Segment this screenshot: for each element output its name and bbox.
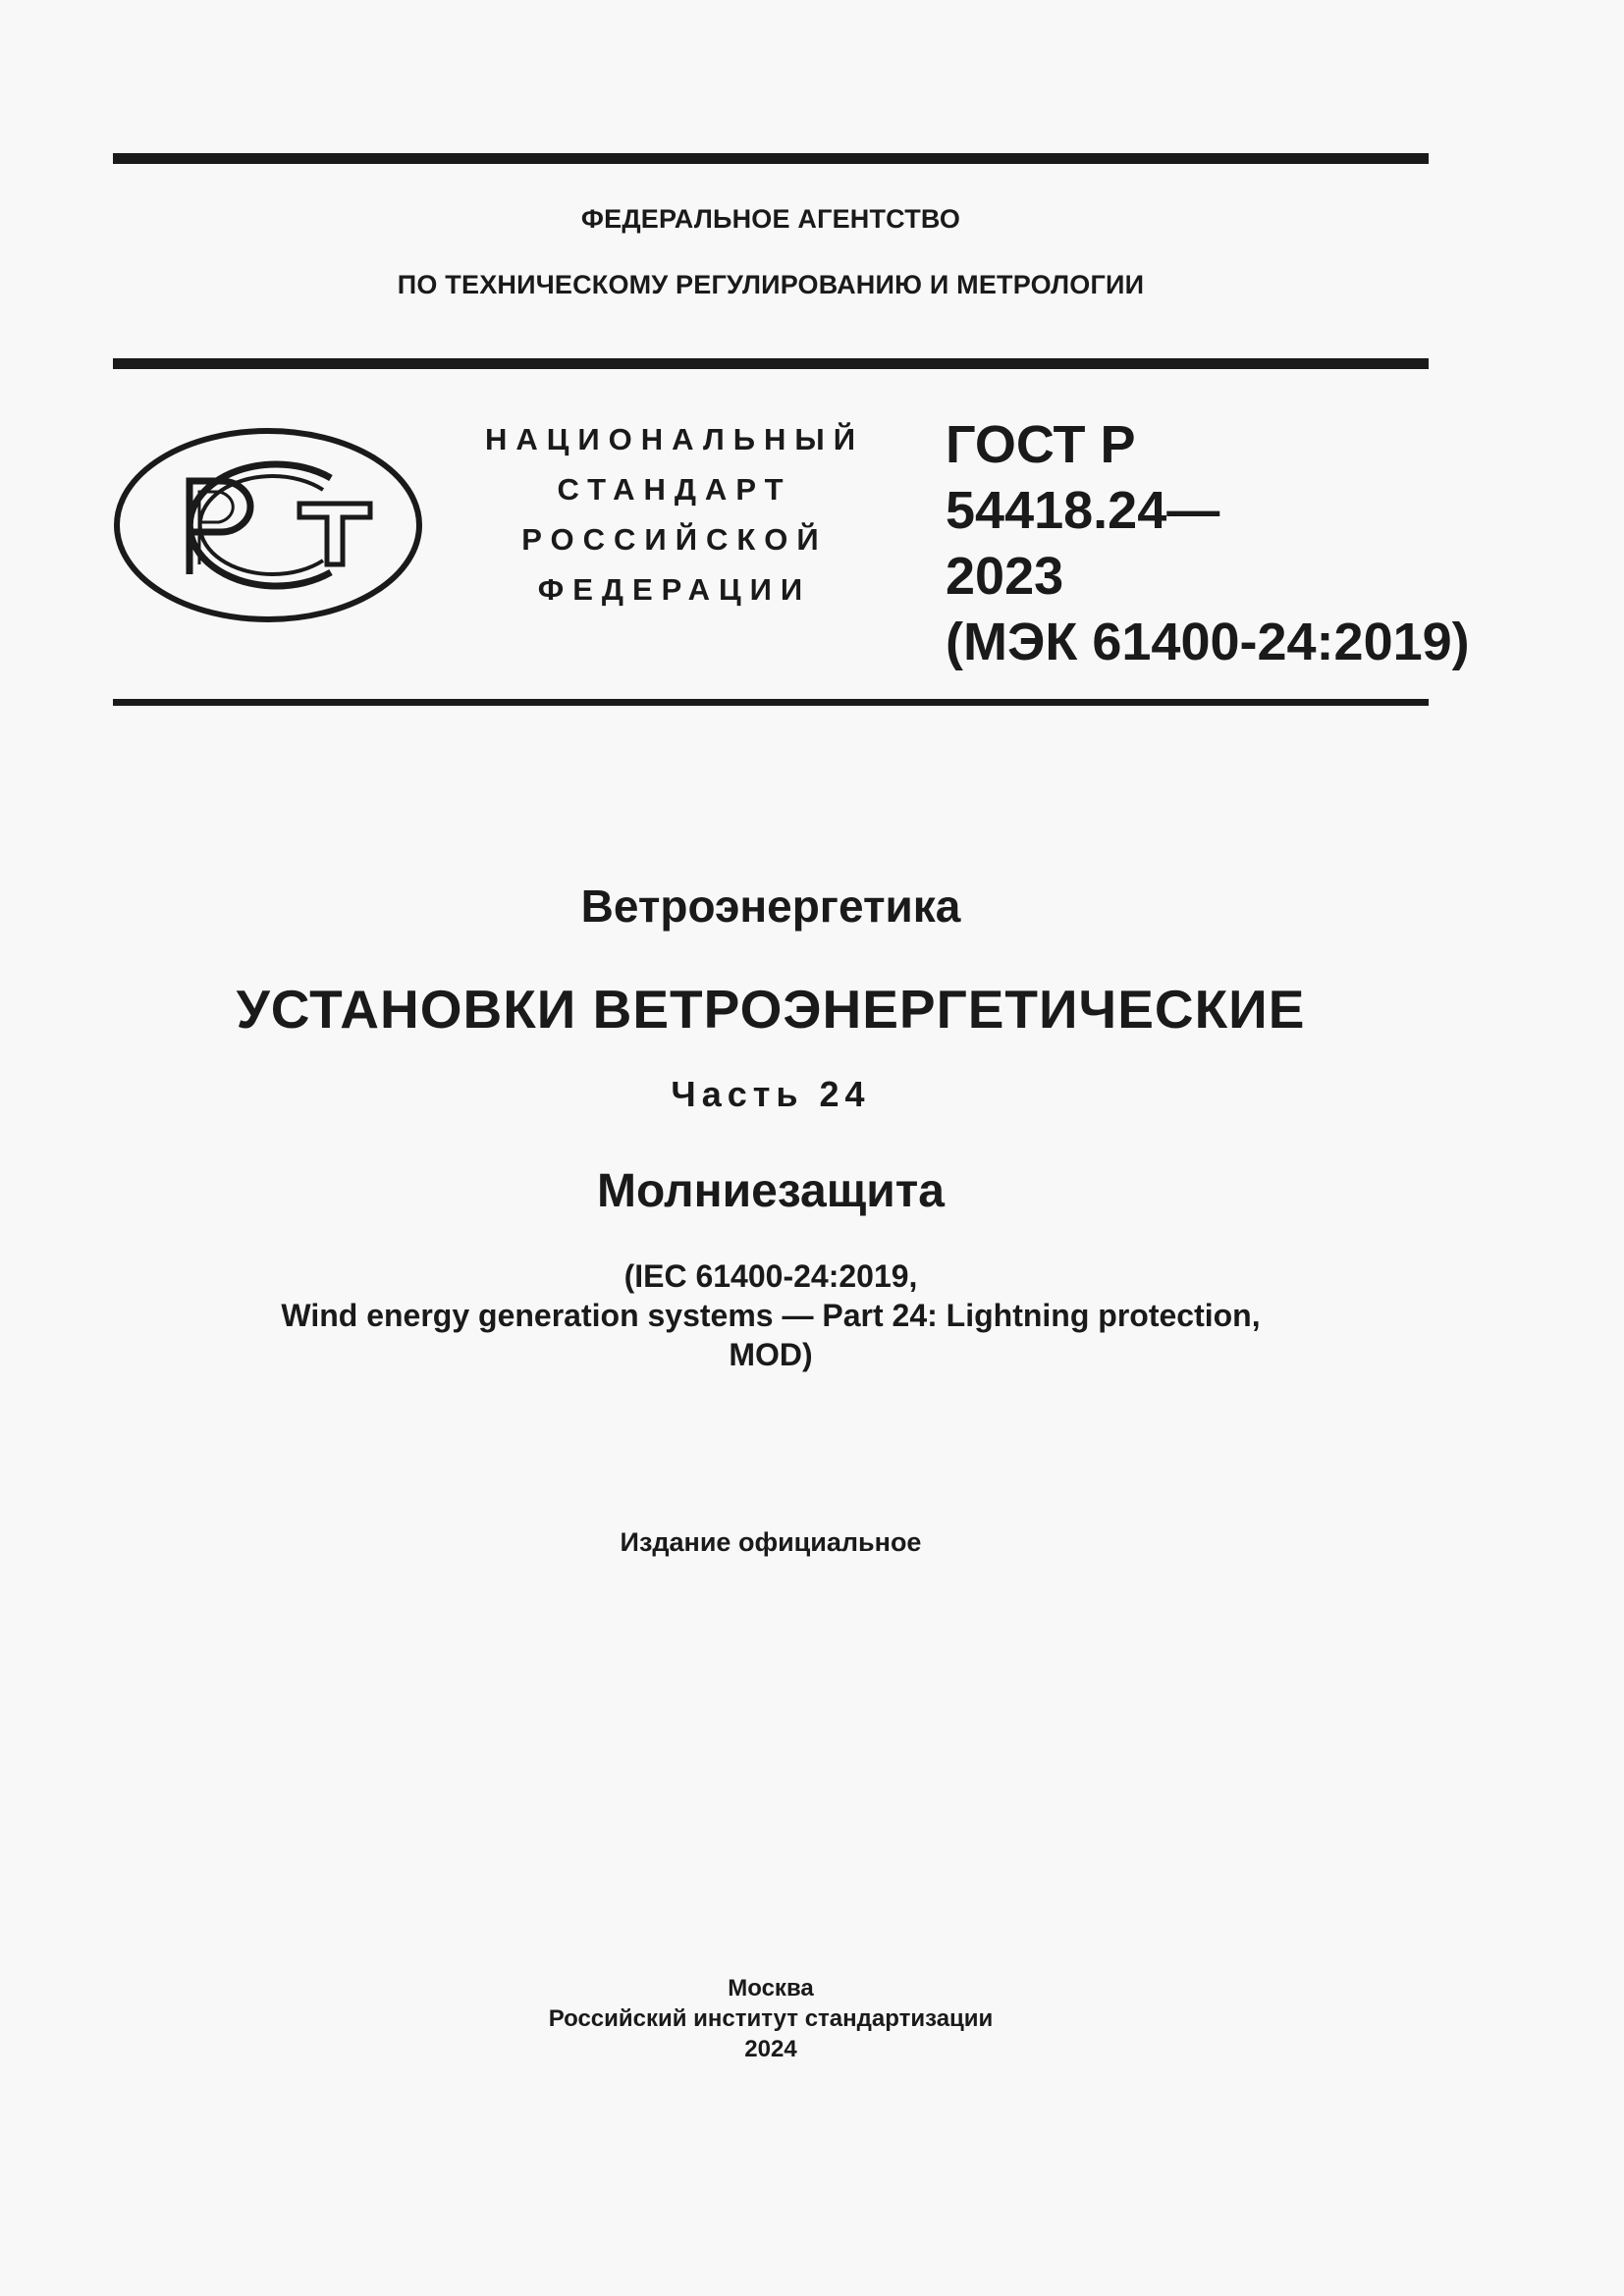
designation-line1: ГОСТ Р (946, 415, 1136, 474)
agency-name-line1: ФЕДЕРАЛЬНОЕ АГЕНТСТВО (580, 204, 961, 234)
designation-line2: 54418.24— (946, 481, 1220, 540)
imprint-year: 2024 (744, 2036, 797, 2062)
iec-reference (113, 1256, 1429, 1374)
edition-label: Издание официальное (620, 1527, 922, 1557)
imprint-publisher: Российский институт стандартизации (548, 2005, 994, 2032)
national-standard-line2: СТАНДАРТ (557, 472, 792, 507)
national-standard-line1: НАЦИОНАЛЬНЫЙ (484, 422, 865, 456)
national-standard-line3: РОССИЙСКОЙ (521, 522, 828, 557)
agency-name-line2: ПО ТЕХНИЧЕСКОМУ РЕГУЛИРОВАНИЮ И МЕТРОЛОГИИ (397, 270, 1145, 299)
designation-line4: (МЭК 61400-24:2019) (946, 613, 1470, 671)
iec-reference-line2: Wind energy generation systems — Part 24: Lightning protection, (281, 1298, 1261, 1333)
designation-line3: 2023 (946, 547, 1064, 606)
national-standard-label (454, 414, 895, 614)
document-topic: Молниезащита (597, 1165, 945, 1217)
top-rule (113, 153, 1429, 164)
iec-reference-line1: (IEC 61400-24:2019, (623, 1258, 918, 1294)
document-subject: Ветроэнергетика (580, 881, 961, 932)
national-standard-line4: ФЕДЕРАЦИИ (537, 572, 812, 607)
imprint (113, 1973, 1429, 2064)
imprint-city: Москва (728, 1975, 814, 2002)
middle-rule (113, 358, 1429, 369)
document-part: Часть 24 (671, 1074, 871, 1114)
iec-reference-line3: MOD) (729, 1337, 813, 1372)
document-title: УСТАНОВКИ ВЕТРОЭНЕРГЕТИЧЕСКИЕ (236, 979, 1306, 1040)
bottom-rule (113, 699, 1429, 706)
rst-certification-mark-icon (113, 427, 423, 623)
standard-designation (946, 412, 1470, 675)
